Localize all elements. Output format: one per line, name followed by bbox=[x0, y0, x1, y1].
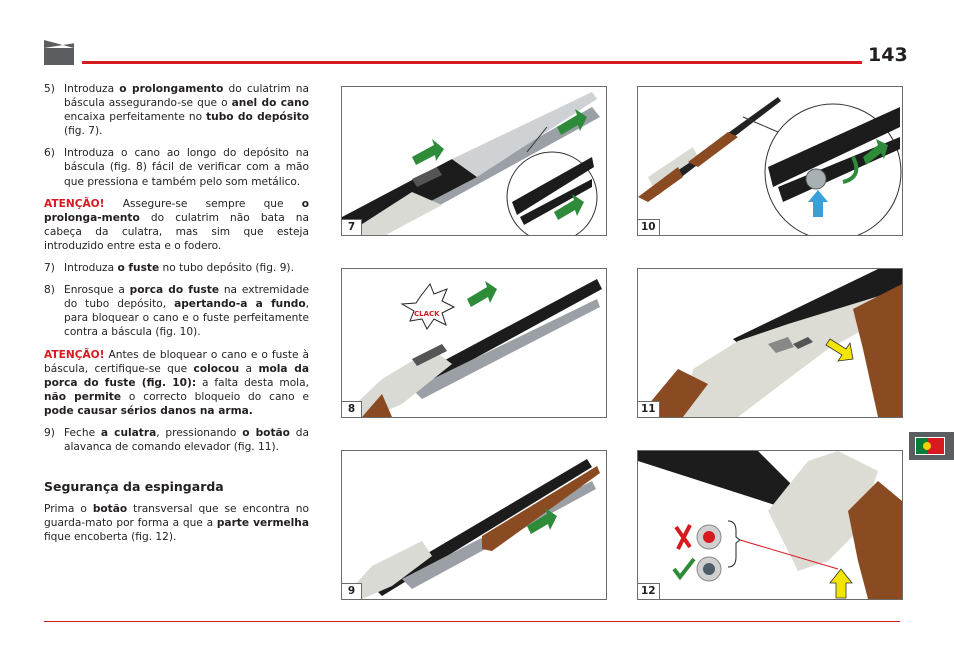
language-tab[interactable] bbox=[909, 432, 954, 460]
sound-effect-label: CLACK bbox=[414, 310, 440, 318]
figure-label: 8 bbox=[342, 401, 362, 417]
green-arrow-icon bbox=[467, 281, 497, 307]
figure-11 bbox=[637, 268, 903, 418]
step-6: 6) Introduza o cano ao longo do depósito na báscula (fig. 8) fácil de verificar com a mão que pressiona e também pelo som metálico. bbox=[44, 147, 309, 188]
page-number: 143 bbox=[868, 44, 908, 66]
figure-7-illustration bbox=[342, 87, 606, 235]
portugal-flag-icon bbox=[915, 437, 945, 455]
step-5: 5) Introduza o prolongamento do culatrim na báscula assegurando-se que o anel do cano encaixa perfeitamente no tubo do depósito (fig. 7). bbox=[44, 83, 310, 138]
green-arrow-icon bbox=[412, 139, 444, 165]
figure-8-illustration bbox=[342, 269, 606, 417]
warning-1: ATENÇÃO! Assegure-se sempre que o prolonga-mento do culatrim não bata na cabeça da culatra, mas sim que esteja introduzido entre esta e o fodero. bbox=[44, 197, 309, 252]
figure-label: 9 bbox=[342, 583, 362, 599]
section-title: Segurança da espingarda bbox=[44, 479, 224, 495]
figure-7 bbox=[341, 86, 607, 236]
figure-label: 12 bbox=[638, 583, 660, 599]
footer-rule bbox=[44, 621, 900, 622]
figure-12 bbox=[637, 450, 903, 600]
header-tab-icon bbox=[44, 40, 74, 65]
warning-2: ATENÇÃO! Antes de bloquear o cano e o fuste à báscula, certifique-se que colocou a mola da porca do fuste (fig. 10): a falta desta mola, não permite o correcto bloqueio do cano e pode causar sérios danos na arma. bbox=[44, 348, 309, 417]
figure-12-illustration bbox=[638, 451, 902, 599]
figure-label: 10 bbox=[638, 219, 660, 235]
step-9: 9) Feche a culatra, pressionando o botão da alavanca de comando elevador (fig. 11). bbox=[44, 426, 309, 454]
figure-label: 11 bbox=[638, 401, 660, 417]
figure-9-illustration bbox=[342, 451, 606, 599]
figure-10 bbox=[637, 86, 903, 236]
figure-11-illustration bbox=[638, 269, 902, 417]
figure-8 bbox=[341, 268, 607, 418]
step-8: 8) Enrosque a porca do fuste na extremidade do tubo depósito, apertando-a a fundo, para bloquear o cano e o fuste perfeitamente contra a báscula (fig. 10). bbox=[44, 284, 309, 339]
header-rule bbox=[82, 61, 862, 64]
safety-paragraph: Prima o botão transversal que se encontra no guarda-mato por forma a que a parte vermelha fique encoberta (fig. 12). bbox=[44, 503, 309, 544]
red-x-icon bbox=[676, 525, 690, 549]
step-7: 7) Introduza o fuste no tubo depósito (fig. 9). bbox=[44, 262, 294, 275]
yellow-arrow-icon bbox=[830, 569, 852, 598]
figure-9 bbox=[341, 450, 607, 600]
green-check-icon bbox=[674, 559, 694, 577]
instructions-column bbox=[44, 82, 309, 553]
figure-label: 7 bbox=[342, 219, 362, 235]
figure-10-illustration bbox=[638, 87, 902, 235]
